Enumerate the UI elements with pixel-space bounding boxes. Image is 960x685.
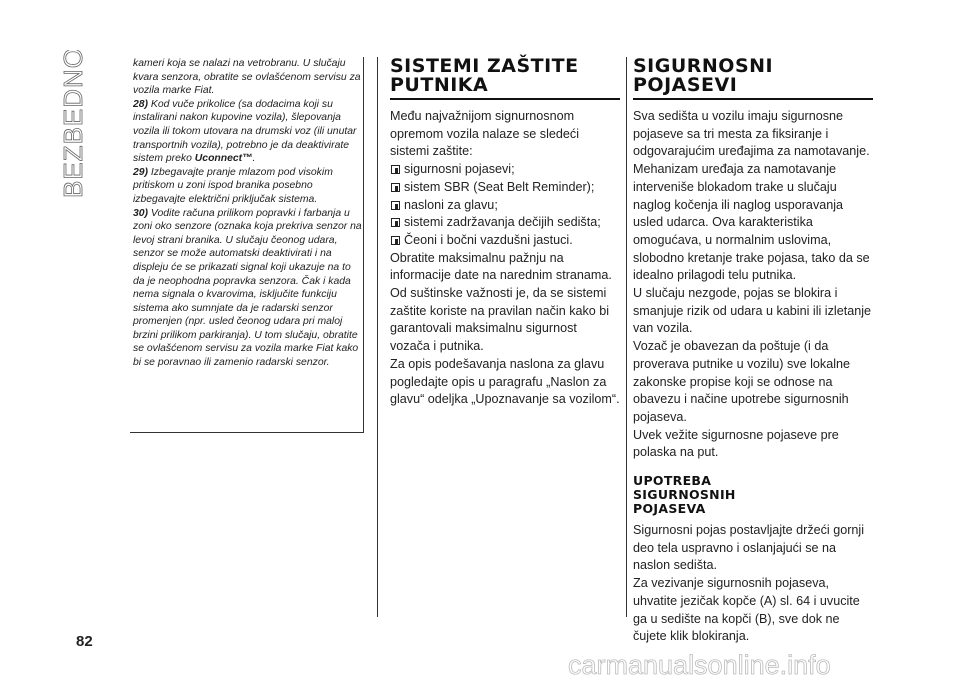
heading-rule <box>633 98 873 100</box>
note-paragraph: 29) Izbegavajte pranje mlazom pod visokim pritiskom u zoni ispod branika posebno izbegavajte električni priključak sistema. <box>133 166 333 205</box>
list-item: sistem SBR (Seat Belt Reminder); <box>390 179 620 197</box>
body-paragraph: Sigurnosni pojas postavljajte držeći gornji deo tela uspravno i oslanjajući se na naslon sedišta. <box>633 523 865 573</box>
heading-rule <box>390 98 620 100</box>
body-paragraph: Za vezivanje sigurnosnih pojaseva, uhvatite jezičak kopče (A) sl. 64 i uvucite ga u sedište na kopči (B), sve dok ne čujete klik blokiranja. <box>633 576 860 644</box>
body-paragraph: Mehanizam uređaja za namotavanje interveniše blokadom trake u slučaju naglog kočenja ili naglog usporavanja usled udarca. Ova karakteristika omogućava, u normalnim uslovima, slobodno kretanje trake pojasa, tako da se idealno prilagodi telu putnika. <box>633 162 870 283</box>
column-divider <box>626 57 627 617</box>
section-heading: SIGURNOSNI POJASEVI <box>633 55 774 96</box>
bullet-icon <box>391 183 400 192</box>
list-item: sistemi zadržavanja dečijih sedišta; <box>390 214 620 232</box>
note-paragraph: 30) Vodite računa prilikom popravki i farbanja u zoni oko senzore (oznaka koja prekriva senzor na levoj strani branika. U slučaju čeonog udara, senzor se može automatski deaktivirati i na displeju će se prikazati signal koji ukazuje na to da je neophodna popravka senzora. Čak i kada nema signala o kvarovima, isključite funkciju sistema ako sumnjate da je radarski senzor promenjen (npr. usled čeonog udara pri maloj brzini prilikom parkiranja). U tom slučaju, obratite se ovlašćenom servisu za vozila marke Fiat kako bi se poravnao ili zamenio radarski senzor. <box>133 207 362 369</box>
list-item: nasloni za glavu; <box>390 197 620 215</box>
note-paragraph: 28) Kod vuče prikolice (sa dodacima koji su instalirani nakon kupovine vozila), šlepovanja vozila ili tokom utovara na drumski voz (ili unutar transportnih vozila), potrebno je da deaktivirate sistem preko Uconnect™. <box>133 98 357 165</box>
sigurnosni-pojasevi-column <box>633 57 873 646</box>
note-strong: Uconnect™ <box>194 153 253 165</box>
body-paragraph: Sva sedišta u vozilu imaju sigurnosne pojaseve sa tri mesta za fiksiranje i odgovarajućim uređajima za namotavanje. <box>633 109 870 159</box>
section-heading: SISTEMI ZAŠTITE PUTNIKA <box>390 55 579 96</box>
body-paragraph: Uvek vežite sigurnosne pojaseve pre polaska na put. <box>633 427 839 460</box>
section-side-label <box>58 50 88 200</box>
body-paragraph: Vozač je obavezan da poštuje (i da proverava putnike u vozilu) sve lokalne zakonske propise koji se odnose na obavezu i načine upotrebe sigurnosnih pojaseva. <box>633 339 851 424</box>
intro-paragraph: Među najvažnijom signurnosnom opremom vozila nalaze se sledeći sistemi zaštite: <box>390 109 579 159</box>
note-number: 28) <box>133 98 149 110</box>
watermark <box>566 650 960 680</box>
side-label-text: BEZBEDNOST <box>58 50 88 198</box>
note-number: 30) <box>133 207 149 219</box>
sistemi-zastite-column <box>390 57 620 409</box>
protection-systems-list <box>390 161 620 250</box>
body-paragraph: Za opis podešavanja naslona za glavu pogledajte opis u paragrafu „Naslon za glavu“ odeljka „Upoznavanje sa vozilom“. <box>390 356 620 407</box>
body-paragraph: Obratite maksimalnu pažnju na informacije date na narednim stranama. Od suštinske važnosti je, da se sistemi zaštite koriste na pravilan način kako bi garantovali maksimalnu sigurnost vozača i putnika. <box>390 250 612 354</box>
bullet-icon <box>391 201 400 210</box>
body-paragraph: U slučaju nezgode, pojas se blokira i smanjuje rizik od udara u kabini ili izletanje van vozila. <box>633 286 872 336</box>
bullet-icon <box>391 236 400 245</box>
page-number: 82 <box>76 633 93 650</box>
list-item: Čeoni i bočni vazdušni jastuci. <box>390 232 620 250</box>
column-divider <box>377 57 378 617</box>
bullet-icon <box>391 165 400 174</box>
watermark-text: carmanualsonline.info <box>568 650 831 680</box>
note-paragraph: kameri koja se nalazi na vetrobranu. U slučaju kvara senzora, obratite se ovlašćenom servisu za vozila marke Fiat. <box>133 58 361 97</box>
note-number: 29) <box>133 166 149 178</box>
list-item: sigurnosni pojasevi; <box>390 161 620 179</box>
subsection-heading: UPOTREBA SIGURNOSNIH POJASEVA <box>633 473 736 517</box>
notes-box <box>130 57 364 433</box>
bullet-icon <box>391 218 400 227</box>
